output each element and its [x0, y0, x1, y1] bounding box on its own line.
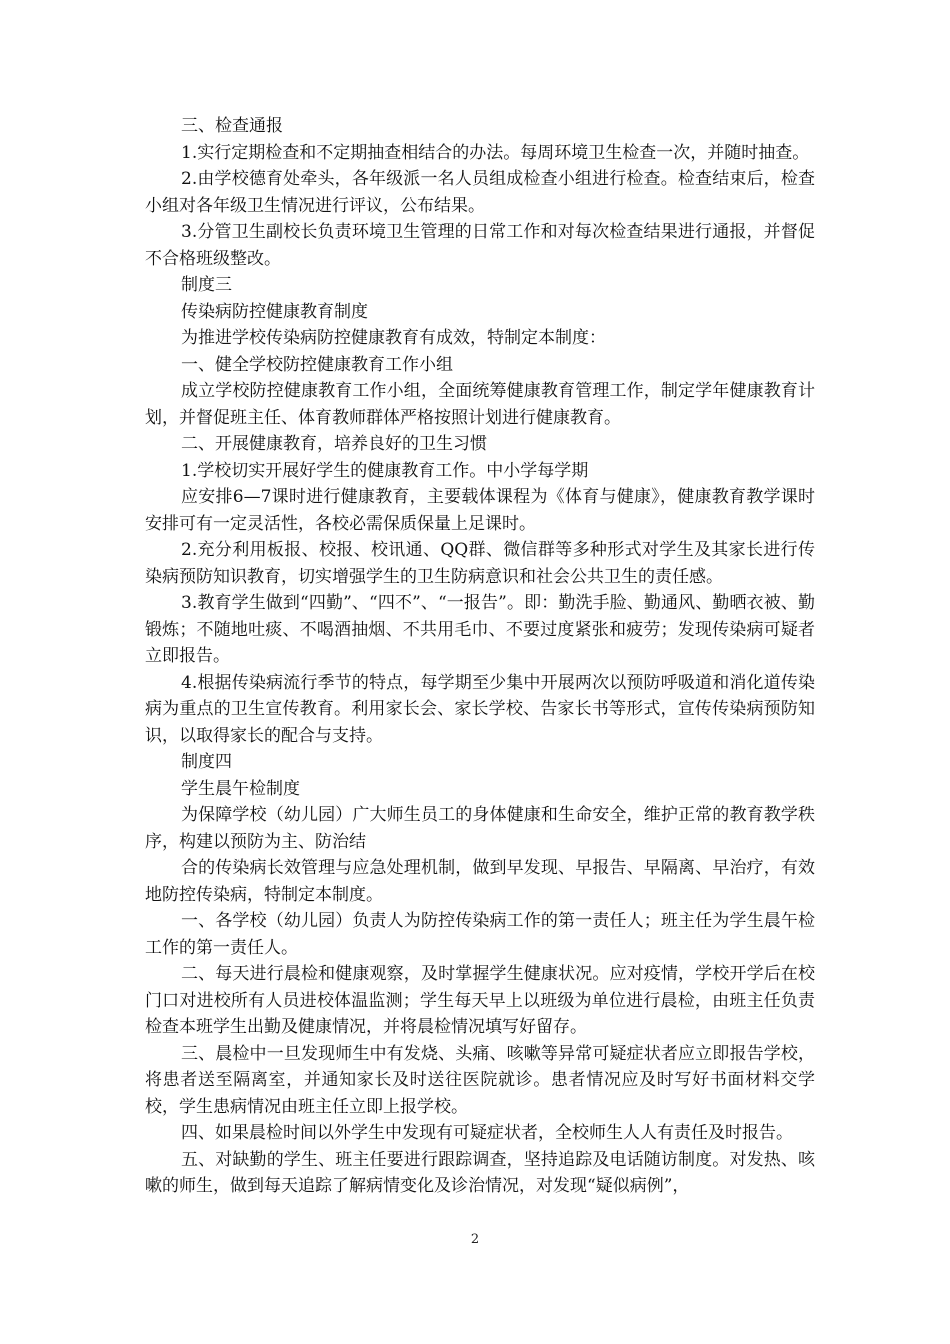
page-number: 2: [470, 1232, 480, 1247]
section-heading: 一、健全学校防控健康教育工作小组: [181, 354, 453, 375]
paragraph: 二、每天进行晨检和健康观察，及时掌握学生健康状况。应对疫情，学校开学后在校门口对进校所有人员进校体温监测；学生每天早上以班级为单位进行晨检，由班主任负责检查本班学生出勤及健康情况，并将晨检情况填写好留存。: [145, 964, 815, 1037]
section-heading: 制度四: [181, 752, 232, 772]
paragraph: 四、如果晨检时间以外学生中发现有可疑症状者，全校师生人人有责任及时报告。: [181, 1123, 793, 1143]
paragraph: 五、对缺勤的学生、班主任要进行跟踪调查，坚持追踪及电话随访制度。对发热、咳嗽的师生，做到每天追踪了解病情变化及诊治情况，对发现“疑似病例”，: [145, 1149, 815, 1196]
paragraph: 一、各学校（幼儿园）负责人为防控传染病工作的第一责任人；班主任为学生晨午检工作的第一责任人。: [145, 911, 815, 958]
document-body: [145, 113, 815, 1200]
section-heading: 三、检查通报: [181, 116, 283, 136]
section-title: 学生晨午检制度: [181, 778, 300, 799]
paragraph: 合的传染病长效管理与应急处理机制，做到早发现、早报告、早隔离、早治疗，有效地防控传染病，特制定本制度。: [145, 858, 815, 905]
paragraph: 3.教育学生做到“四勤”、“四不”、“一报告”。即：勤洗手脸、勤通风、勤晒衣被、勤锻炼；不随地吐痰、不喝酒抽烟、不共用毛巾、不要过度紧张和疲劳；发现传染病可疑者立即报告。: [145, 593, 815, 666]
paragraph: 应安排6—7课时进行健康教育，主要载体课程为《体育与健康》，健康教育教学课时安排可有一定灵活性，各校必需保质保量上足课时。: [145, 487, 815, 534]
paragraph: 成立学校防控健康教育工作小组，全面统筹健康教育管理工作，制定学年健康教育计划，并督促班主任、体育教师群体严格按照计划进行健康教育。: [145, 381, 815, 428]
paragraph: 3.分管卫生副校长负责环境卫生管理的日常工作和对每次检查结果进行通报，并督促不合格班级整改。: [145, 222, 815, 269]
paragraph: 为保障学校（幼儿园）广大师生员工的身体健康和生命安全，维护正常的教育教学秩序，构建以预防为主、防治结: [145, 805, 815, 852]
paragraph: 三、晨检中一旦发现师生中有发烧、头痛、咳嗽等异常可疑症状者应立即报告学校，将患者送至隔离室，并通知家长及时送往医院就诊。患者情况应及时写好书面材料交学校，学生患病情况由班主任立即上报学校。: [145, 1043, 815, 1117]
paragraph: 1.学校切实开展好学生的健康教育工作。中小学每学期: [181, 460, 589, 481]
section-heading: 二、开展健康教育，培养良好的卫生习惯: [181, 434, 487, 454]
paragraph: 为推进学校传染病防控健康教育有成效，特制定本制度：: [181, 328, 606, 348]
paragraph: 2.由学校德育处牵头，各年级派一名人员组成检查小组进行检查。检查结束后，检查小组对各年级卫生情况进行评议，公布结果。: [145, 169, 815, 216]
paragraph: 1.实行定期检查和不定期抽查相结合的办法。每周环境卫生检查一次，并随时抽查。: [181, 142, 810, 163]
paragraph: 4.根据传染病流行季节的特点，每学期至少集中开展两次以预防呼吸道和消化道传染病为重点的卫生宣传教育。利用家长会、家长学校、告家长书等形式，宣传传染病预防知识，以取得家长的配合与支持。: [145, 672, 815, 746]
paragraph: 2.充分利用板报、校报、校讯通、QQ群、微信群等多种形式对学生及其家长进行传染病预防知识教育，切实增强学生的卫生防病意识和社会公共卫生的责任感。: [145, 540, 815, 587]
section-heading: 制度三: [181, 275, 232, 295]
section-title: 传染病防控健康教育制度: [181, 301, 368, 322]
